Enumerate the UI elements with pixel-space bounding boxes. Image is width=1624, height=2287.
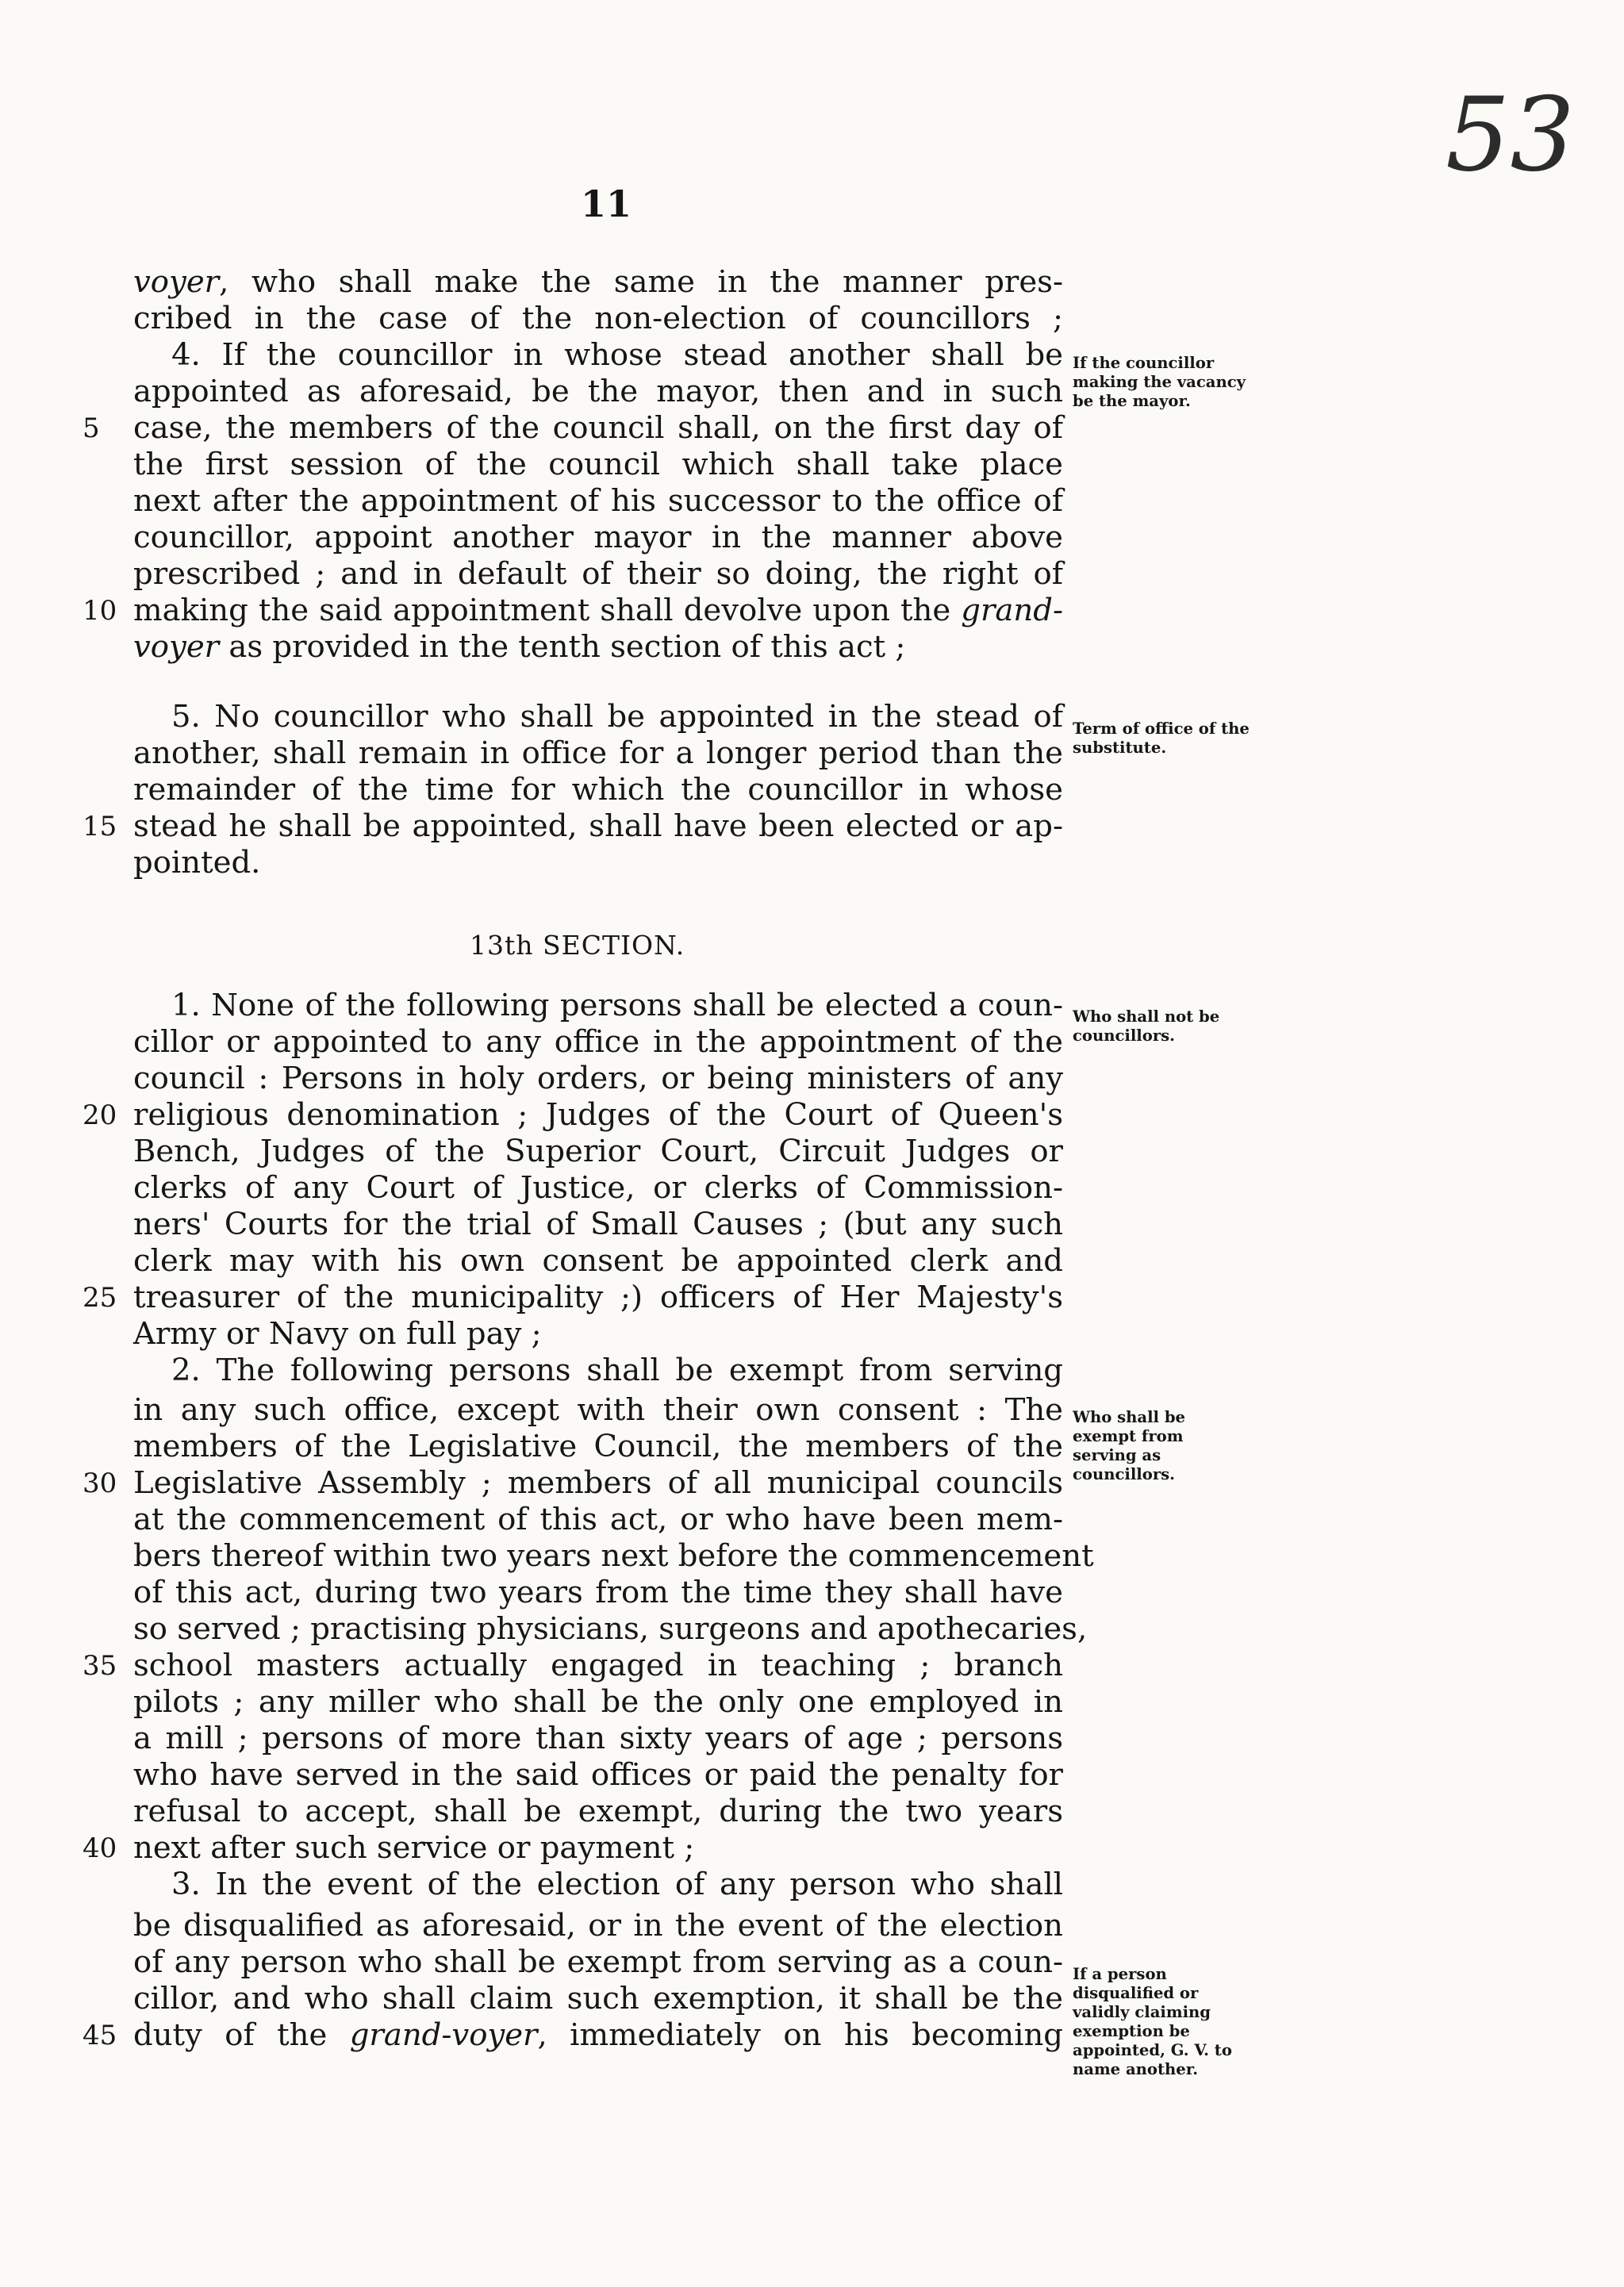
text-line: the first session of the council which shall take place (133, 447, 1063, 482)
text-line: cillor, and who shall claim such exemption, it shall be the (133, 1981, 1063, 2016)
text-line: cillor or appointed to any office in the appointment of the (133, 1024, 1063, 1060)
text-line: pointed. (133, 845, 261, 881)
text-line: next after the appointment of his successor to the office of (133, 483, 1063, 519)
text-line: pilots ; any miller who shall be the only one employed in (133, 1684, 1063, 1720)
text-line: council : Persons in holy orders, or being ministers of any (133, 1061, 1063, 1096)
text-line: case, the members of the council shall, on the first day of (133, 410, 1063, 446)
text-line: councillor, appoint another mayor in the manner above (133, 520, 1063, 555)
line-number: 30 (83, 1468, 117, 1499)
margin-note-term-of-office: Term of office of the substitute. (1073, 719, 1250, 757)
text-line: refusal to accept, shall be exempt, during the two years (133, 1794, 1063, 1829)
margin-note-mayor: If the councillor making the vacancy be the mayor. (1073, 354, 1246, 410)
text-line: of this act, during two years from the time they shall have (133, 1575, 1063, 1610)
text-line: ners' Courts for the trial of Small Causes ; (but any such (133, 1207, 1063, 1242)
text-line: a mill ; persons of more than sixty years of age ; persons (133, 1721, 1063, 1756)
text-line: Army or Navy on full pay ; (133, 1316, 542, 1352)
margin-note-disqualified: If a person disqualified or validly claiming exemption be appointed, G. V. to name another. (1073, 1965, 1232, 2078)
handwritten-folio-number: 53 (1445, 76, 1575, 194)
text-line: cribed in the case of the non-election of councillors ; (133, 301, 1063, 336)
page-number: 11 (581, 182, 632, 225)
line-number: 45 (83, 2020, 117, 2051)
text-line: making the said appointment shall devolve upon the grand- (133, 593, 1063, 628)
text-line: 1. None of the following persons shall be elected a coun- (171, 988, 1063, 1023)
text-line: religious denomination ; Judges of the Court of Queen's (133, 1097, 1063, 1133)
margin-note-exempt: Who shall be exempt from serving as councillors. (1073, 1408, 1185, 1483)
line-number: 10 (83, 595, 117, 627)
text-line: who have served in the said offices or paid the penalty for (133, 1757, 1063, 1793)
text-line: clerks of any Court of Justice, or clerks of Commission- (133, 1170, 1063, 1206)
text-line: in any such office, except with their own consent : The (133, 1392, 1063, 1428)
text-line: 3. In the event of the election of any person who shall (171, 1867, 1063, 1902)
text-line: of any person who shall be exempt from serving as a coun- (133, 1944, 1063, 1980)
text-line: so served ; practising physicians, surgeons and apothecaries, (133, 1611, 1088, 1647)
line-number: 5 (83, 413, 100, 444)
line-number: 35 (83, 1650, 117, 1682)
text-line: voyer, who shall make the same in the manner pres- (133, 264, 1063, 300)
line-number: 25 (83, 1282, 117, 1314)
text-line: 4. If the councillor in whose stead another shall be (171, 337, 1063, 373)
text-line: another, shall remain in office for a longer period than the (133, 735, 1063, 771)
text-line: at the commencement of this act, or who have been mem- (133, 1502, 1063, 1537)
section-heading: 13th SECTION. (470, 930, 685, 961)
margin-note-who-not-councillors: Who shall not be councillors. (1073, 1007, 1220, 1045)
line-number: 20 (83, 1099, 117, 1131)
text-line: members of the Legislative Council, the members of the (133, 1429, 1063, 1464)
text-line: Legislative Assembly ; members of all municipal councils (133, 1465, 1063, 1501)
text-line: prescribed ; and in default of their so doing, the right of (133, 556, 1063, 592)
text-line: remainder of the time for which the councillor in whose (133, 772, 1063, 808)
text-line: be disqualified as aforesaid, or in the event of the election (133, 1908, 1063, 1944)
text-line: bers thereof within two years next before the commencement (133, 1538, 1094, 1574)
line-number: 40 (83, 1832, 117, 1864)
line-number: 15 (83, 811, 117, 842)
text-line: treasurer of the municipality ;) officers of Her Majesty's (133, 1280, 1063, 1315)
text-line: Bench, Judges of the Superior Court, Circuit Judges or (133, 1134, 1063, 1169)
text-line: next after such service or payment ; (133, 1830, 695, 1866)
text-line: stead he shall be appointed, shall have been elected or ap- (133, 808, 1063, 844)
text-line: 2. The following persons shall be exempt from serving (171, 1353, 1063, 1388)
text-line: 5. No councillor who shall be appointed in the stead of (171, 699, 1063, 735)
text-line: appointed as aforesaid, be the mayor, then and in such (133, 374, 1063, 409)
text-line: duty of the grand-voyer, immediately on his becoming (133, 2017, 1063, 2053)
text-line: school masters actually engaged in teaching ; branch (133, 1648, 1063, 1683)
text-line: clerk may with his own consent be appointed clerk and (133, 1243, 1063, 1279)
text-line: voyer as provided in the tenth section of this act ; (133, 629, 906, 665)
